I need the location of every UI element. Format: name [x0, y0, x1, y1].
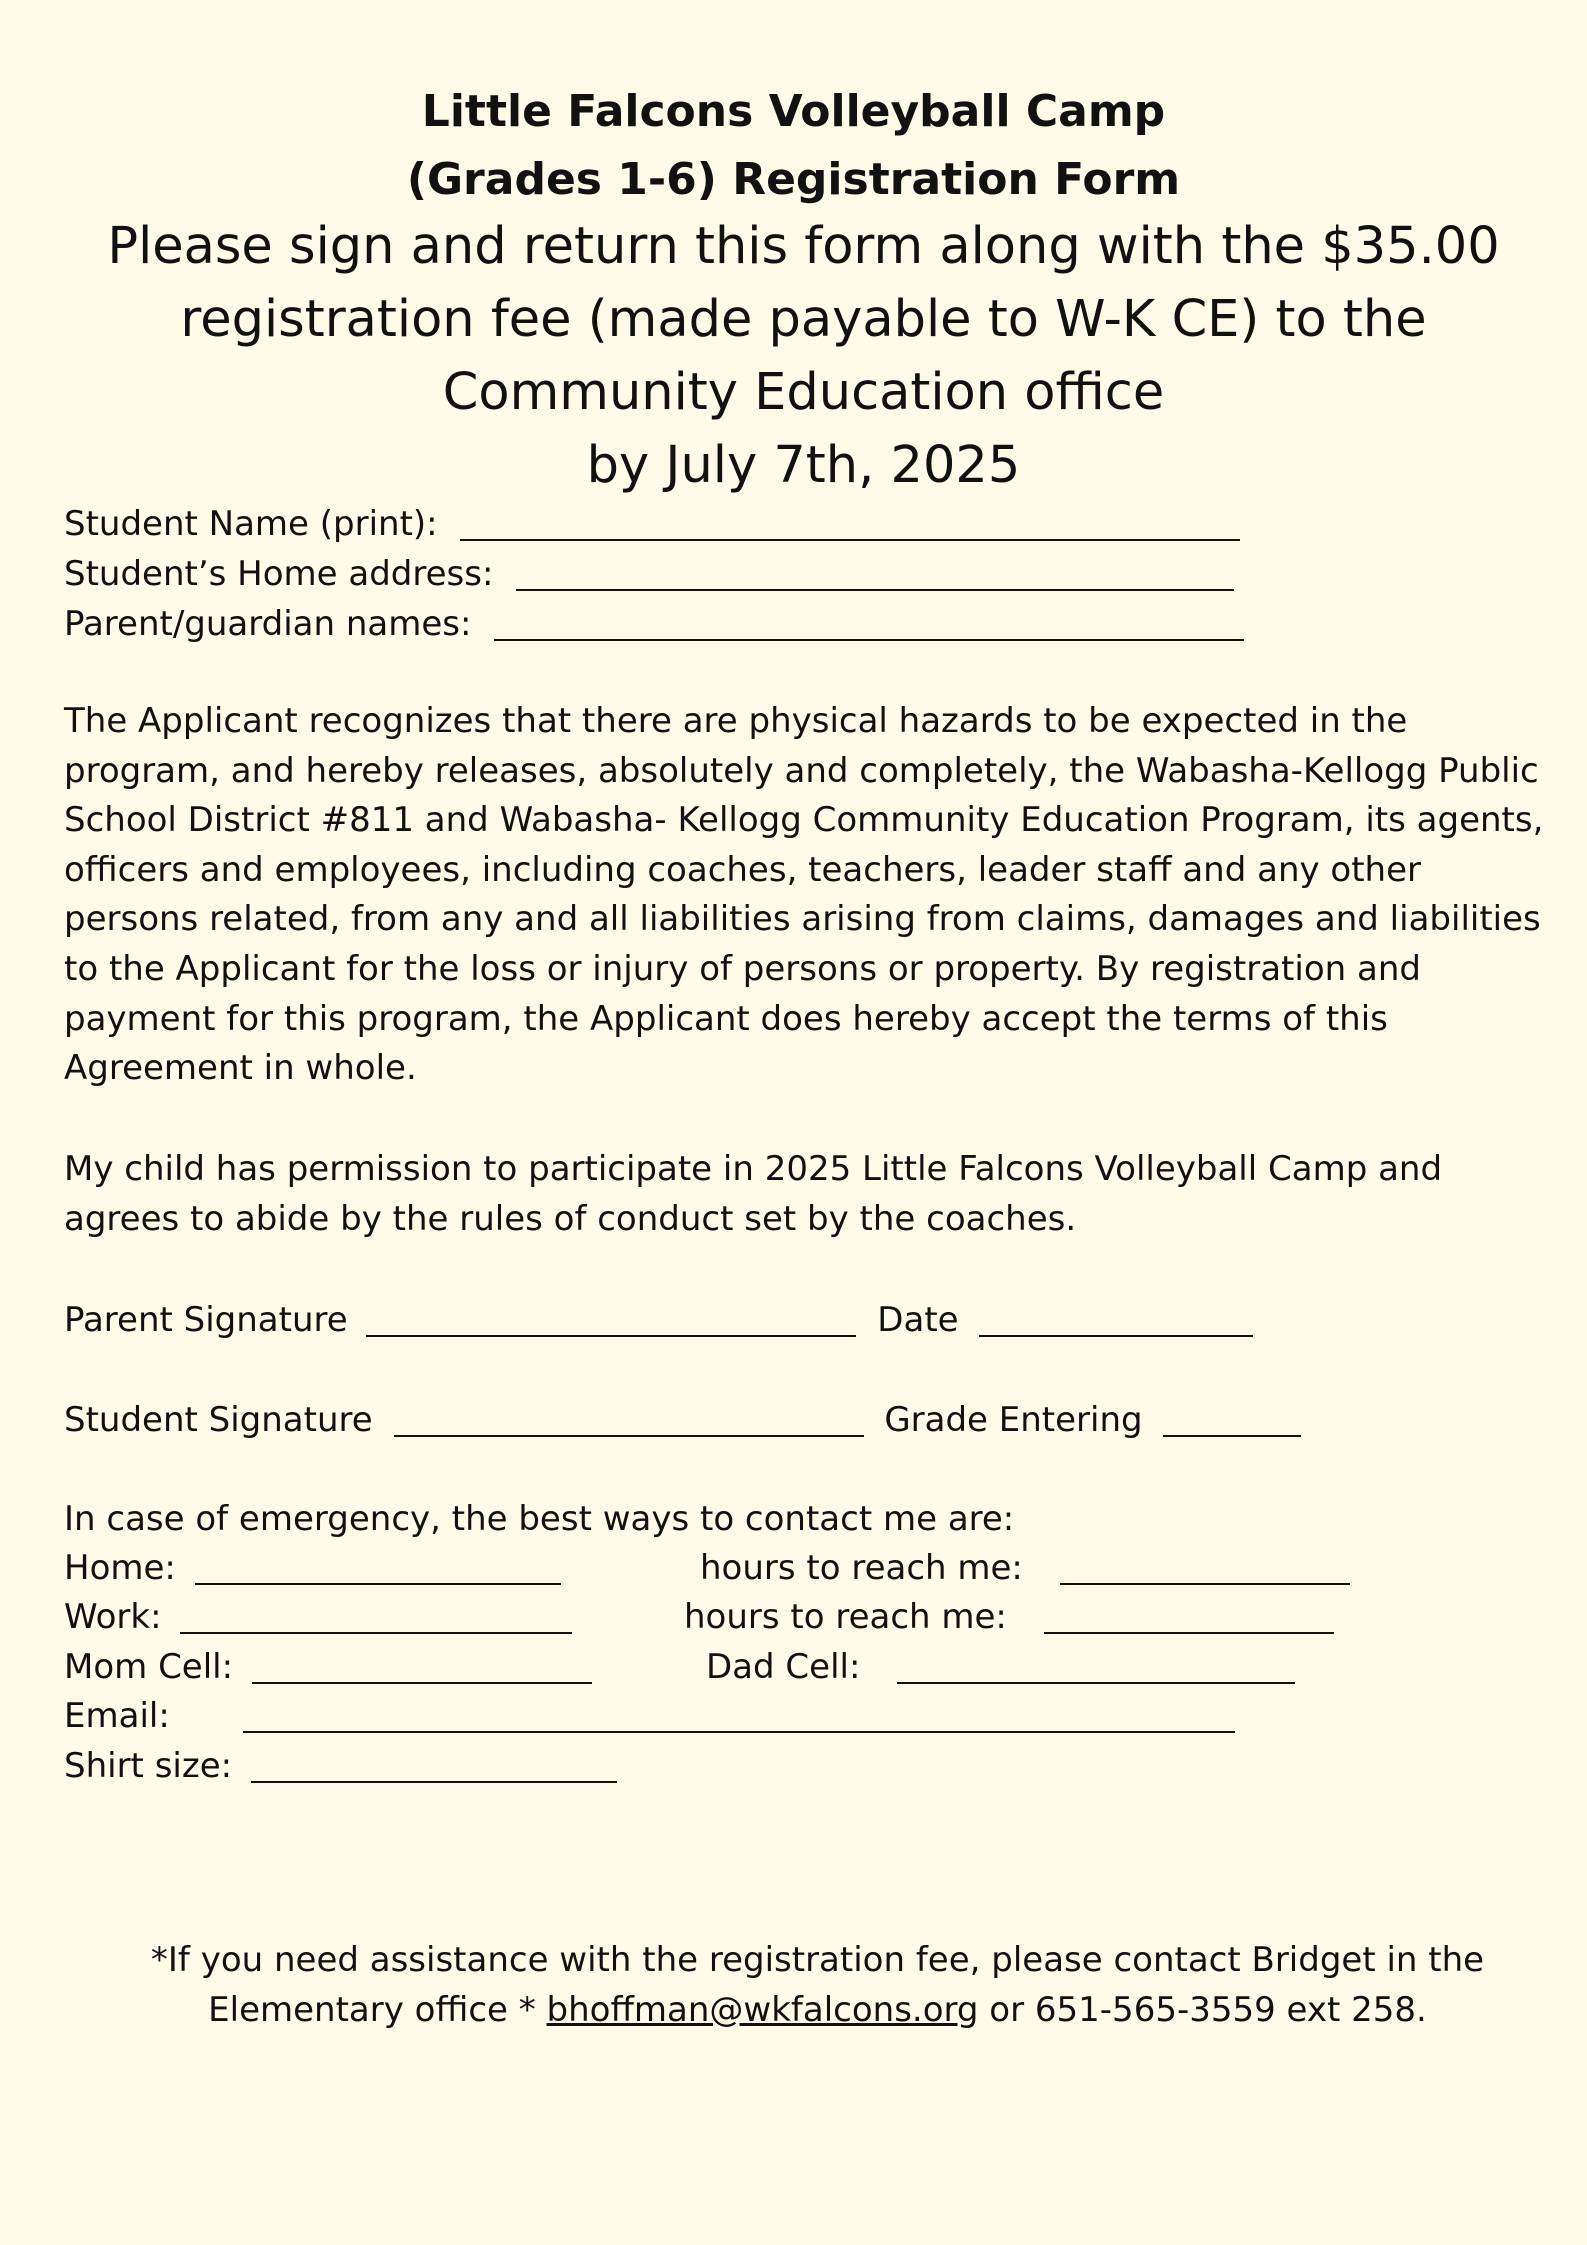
dad-cell-row [706, 1643, 1295, 1691]
home-phone-field[interactable] [195, 1547, 561, 1585]
permission-paragraph [64, 1145, 1564, 1244]
waiver-line: officers and employees, including coaches, teachers, leader staff and any other [64, 849, 1421, 890]
intro-line1: Please sign and return this form along with the $35.00 [107, 217, 1500, 276]
date-label: Date [877, 1300, 959, 1340]
intro-line2: registration fee (made payable to W-K CE) to the [180, 290, 1427, 349]
parent-signature-row [64, 1296, 1253, 1344]
grade-entering-field[interactable] [1163, 1399, 1301, 1437]
email-row [64, 1692, 1235, 1740]
form-title-line2: (Grades 1-6) Registration Form [406, 154, 1181, 205]
parent-names-label: Parent/guardian names: [64, 604, 472, 644]
waiver-line: program, and hereby releases, absolutely and completely, the Wabasha-Kellogg Public [64, 750, 1539, 791]
form-title-line1: Little Falcons Volleyball Camp [421, 86, 1166, 137]
assistance-note-suffix: or 651-565-3559 ext 258. [978, 1989, 1427, 2030]
dad-cell-label: Dad Cell: [706, 1647, 861, 1687]
assistance-note-prefix: Elementary office * [208, 1989, 547, 2030]
student-signature-row [64, 1396, 1301, 1444]
home-address-row [64, 550, 1234, 598]
waiver-line: School District #811 and Wabasha- Kellogg Community Education Program, its agents, [64, 800, 1544, 841]
intro-line4: by July 7th, 2025 [586, 436, 1021, 495]
work-hours-row [684, 1593, 1334, 1641]
dad-cell-field[interactable] [897, 1646, 1295, 1684]
work-phone-field[interactable] [180, 1596, 572, 1634]
emergency-heading: In case of emergency, the best ways to contact me are: [64, 1499, 1015, 1539]
mom-cell-row [64, 1643, 592, 1691]
parent-signature-label: Parent Signature [64, 1300, 348, 1340]
student-name-row [64, 500, 1240, 548]
home-phone-row [64, 1544, 561, 1592]
waiver-line: persons related, from any and all liabilities arising from claims, damages and liabilities [64, 899, 1541, 940]
email-label: Email: [64, 1696, 170, 1736]
waiver-line: to the Applicant for the loss or injury of persons or property. By registration and [64, 948, 1421, 989]
assistance-note-line1: *If you need assistance with the registration fee, please contact Bridget in the [150, 1940, 1485, 1980]
work-phone-row [64, 1593, 572, 1641]
waiver-line: The Applicant recognizes that there are physical hazards to be expected in the [64, 701, 1408, 741]
parent-signature-field[interactable] [366, 1299, 856, 1337]
home-hours-label: hours to reach me: [700, 1548, 1023, 1588]
home-hours-field[interactable] [1060, 1547, 1350, 1585]
home-hours-row [700, 1544, 1350, 1592]
student-signature-field[interactable] [394, 1399, 864, 1437]
assistance-note-line2 [0, 1986, 1587, 2036]
intro-line3: Community Education office [442, 363, 1165, 422]
assistance-note [0, 1936, 1587, 2035]
work-phone-label: Work: [64, 1597, 162, 1637]
waiver-line: Agreement in whole. [64, 1048, 417, 1089]
work-hours-label: hours to reach me: [684, 1597, 1007, 1637]
mom-cell-field[interactable] [252, 1646, 592, 1684]
waiver-paragraph [64, 697, 1564, 1094]
home-address-label: Student’s Home address: [64, 554, 494, 594]
email-field[interactable] [243, 1695, 1235, 1733]
shirt-size-label: Shirt size: [64, 1746, 233, 1786]
home-phone-label: Home: [64, 1548, 176, 1588]
shirt-size-field[interactable] [251, 1745, 617, 1783]
waiver-line: payment for this program, the Applicant does hereby accept the terms of this [64, 998, 1388, 1039]
mom-cell-label: Mom Cell: [64, 1647, 234, 1687]
contact-email-link[interactable]: bhoffman@wkfalcons.org [546, 1989, 979, 2030]
student-name-field[interactable] [460, 503, 1240, 541]
grade-entering-label: Grade Entering [884, 1400, 1143, 1440]
home-address-field[interactable] [516, 553, 1234, 591]
student-signature-label: Student Signature [64, 1400, 373, 1440]
work-hours-field[interactable] [1044, 1596, 1334, 1634]
parent-names-field[interactable] [494, 603, 1244, 641]
shirt-size-row [64, 1742, 617, 1790]
permission-line: agrees to abide by the rules of conduct set by the coaches. [64, 1198, 1077, 1239]
student-name-label: Student Name (print): [64, 504, 438, 544]
date-field[interactable] [979, 1299, 1253, 1337]
parent-names-row [64, 600, 1244, 648]
permission-line: My child has permission to participate in 2025 Little Falcons Volleyball Camp and [64, 1149, 1443, 1189]
